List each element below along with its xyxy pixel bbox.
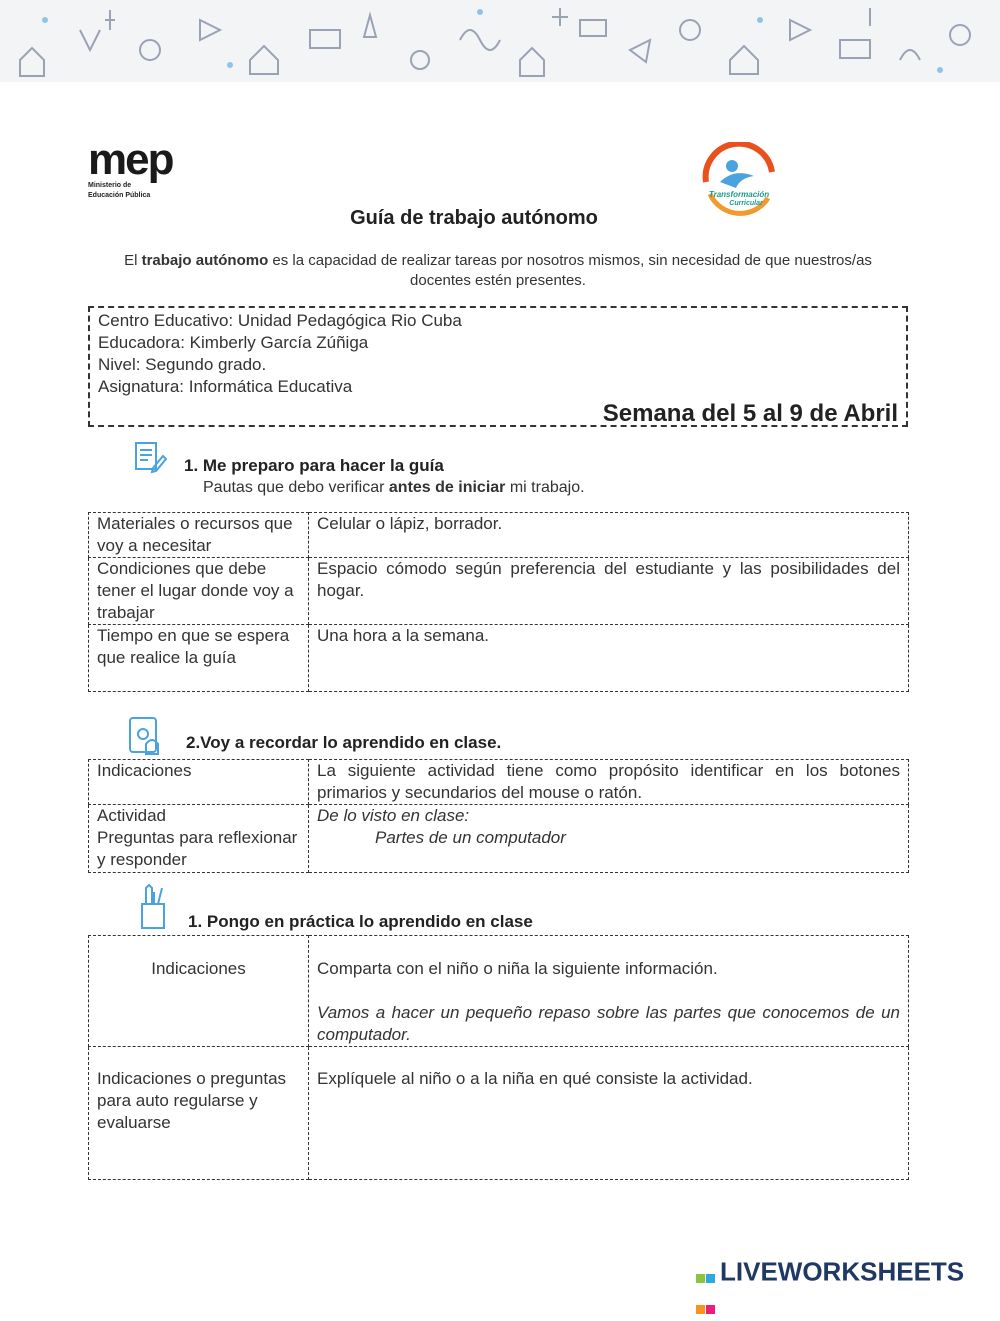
section1-row1-label: Materiales o recursos que voy a necesitar [89,513,309,558]
table-row [89,936,909,1047]
tc-logo-line1: Transformación [708,190,770,199]
section1-row3-label: Tiempo en que se espera que realice la guía [89,625,309,692]
table-row [89,1047,909,1180]
section3-row1-label: Indicaciones [89,936,309,1047]
table-row [89,513,909,558]
section1-sub-pre: Pautas que debo verificar [203,479,389,496]
section2-row2-label1: Actividad [97,806,166,825]
section1-row1-value: Celular o lápiz, borrador. [309,513,909,558]
section1-table [88,512,909,692]
section1-sub-bold: antes de iniciar [388,479,506,496]
section3-table [88,935,909,1180]
mep-logo-line1: Ministerio de [88,182,132,189]
info-asignatura: Asignatura: Informática Educativa [98,377,353,396]
info-semana: Semana del 5 al 9 de Abril [602,400,898,427]
liveworksheets-brand: LIVEWORKSHEETS [720,1256,965,1287]
table-row [89,760,909,805]
info-educadora: Educadora: Kimberly García Zúñiga [98,333,369,352]
table-row [89,805,909,873]
liveworksheets-live-icon [696,1259,718,1285]
section2-row2-label2: Preguntas para reflexionar y responder [97,828,298,869]
pencil-cup-icon [136,884,170,932]
document-edit-icon [133,440,167,474]
info-centro: Centro Educativo: Unidad Pedagógica Rio Cuba [98,311,462,330]
section2-heading: 2.Voy a recordar lo aprendido en clase. [186,733,502,752]
intro-bold: trabajo autónomo [141,252,269,269]
doodle-banner [0,0,1000,82]
section3-row2-label: Indicaciones o preguntas para auto regularse y evaluarse [89,1047,309,1180]
section3-row1-value1: Comparta con el niño o niña la siguiente información. [317,959,718,978]
mep-logo [88,135,188,204]
section2-row2-value1: De lo visto en clase: [317,806,470,825]
intro-paragraph [100,251,896,291]
mep-logo-line2: Educación Pública [88,192,151,199]
section1-row3-value: Una hora a la semana. [309,625,909,692]
info-nivel: Nivel: Segundo grado. [98,355,267,374]
section1-sub-post: mi trabajo. [505,479,585,496]
tablet-touch-icon [126,714,166,760]
section2-row2-values [309,805,909,873]
section3-heading: 1. Pongo en práctica lo aprendido en clase [188,912,533,931]
mep-logo-word: mep [88,135,173,184]
section3-row1-values [309,936,909,1047]
info-box [88,306,908,427]
section1-row2-label: Condiciones que debe tener el lugar donde voy a trabajar [89,558,309,625]
section1-heading: 1. Me preparo para hacer la guía [184,456,444,475]
section2-row2-labels [89,805,309,873]
table-row [89,625,909,692]
intro-post: es la capacidad de realizar tareas por nosotros mismos, sin necesidad de que nuestros/as docentes estén presentes. [268,252,872,289]
doodle-pattern-icon [0,0,1000,82]
section3-row1-value2: Vamos a hacer un pequeño repaso sobre las partes que conocemos de un computador. [317,1003,900,1044]
section1-subheading [203,479,585,497]
liveworksheets-logo [696,1255,964,1288]
page-title: Guía de trabajo autónomo [350,207,598,229]
section2-row1-label: Indicaciones [89,760,309,805]
section2-table [88,759,909,873]
tc-logo-line2: Curricular [729,200,763,207]
section2-row1-value: La siguiente actividad tiene como propósito identificar en los botones primarios y secundarios del mouse o ratón. [309,760,909,805]
section2-row2-value2: Partes de un computador [375,828,566,847]
intro-pre: El [124,252,142,269]
section1-row2-value: Espacio cómodo según preferencia del estudiante y las posibilidades del hogar. [309,558,909,625]
table-row [89,558,909,625]
section3-row2-value: Explíquele al niño o a la niña en qué consiste la actividad. [309,1047,909,1180]
